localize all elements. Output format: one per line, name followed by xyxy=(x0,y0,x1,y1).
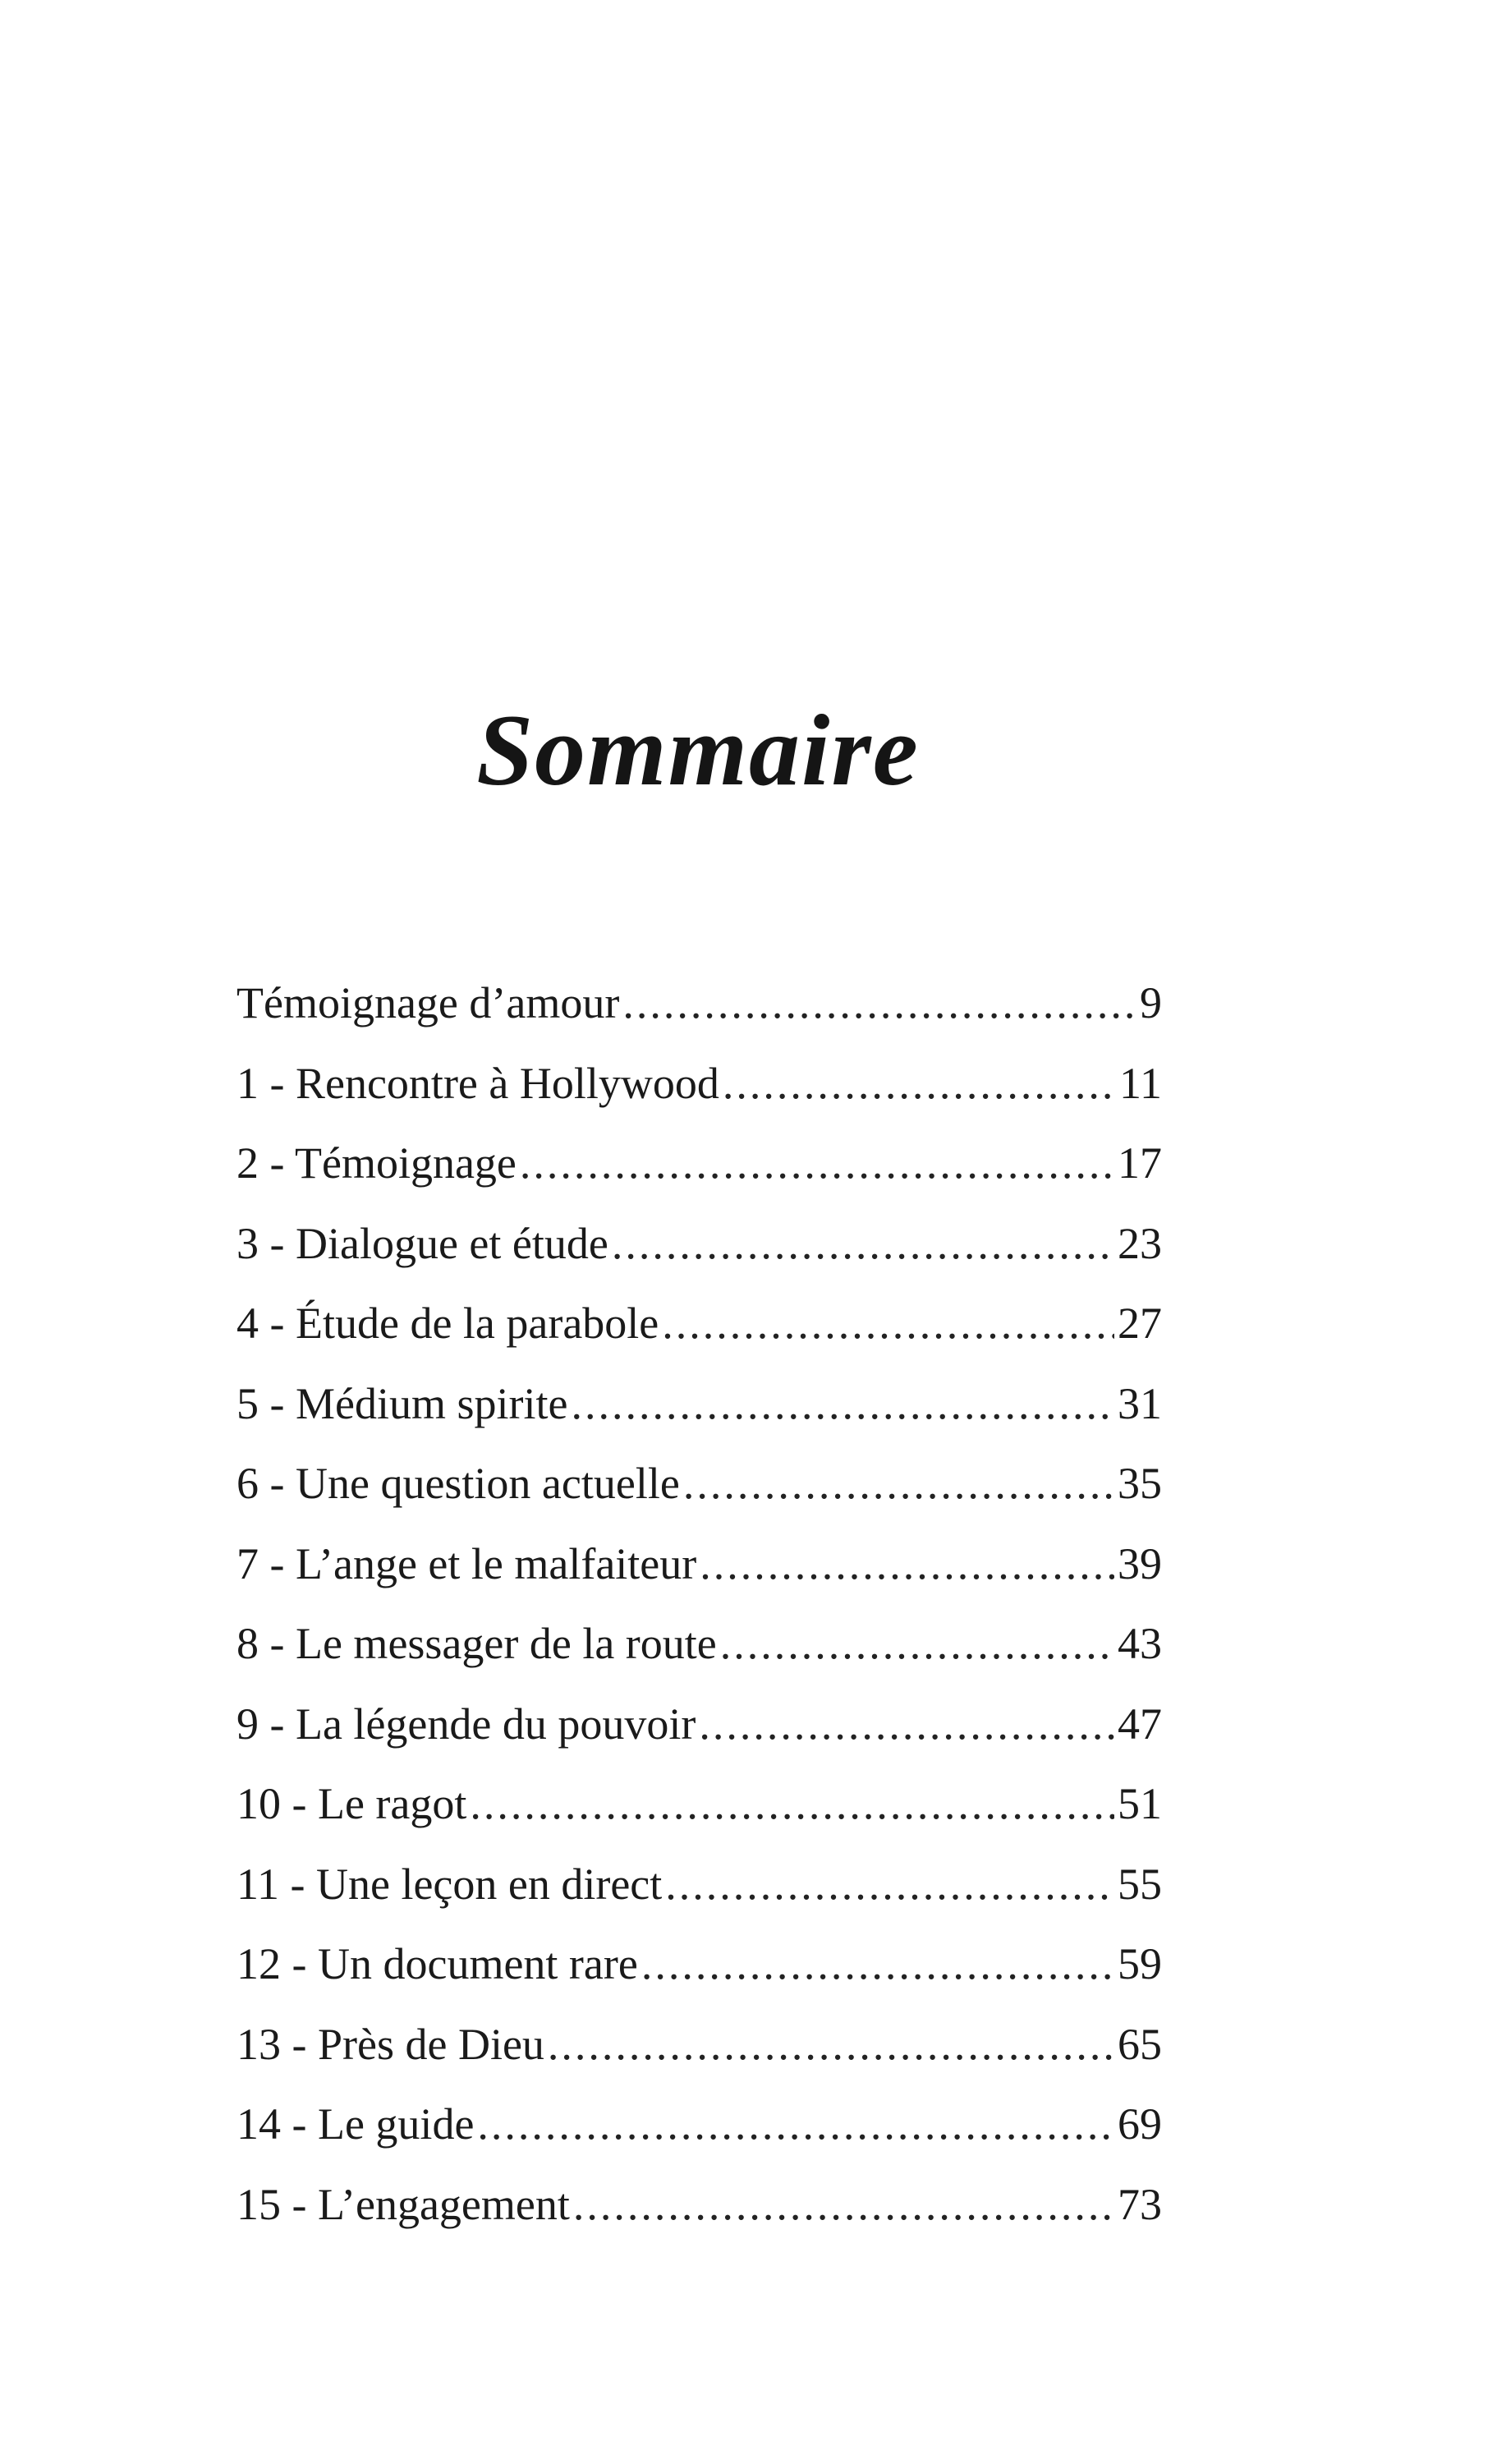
toc-entry xyxy=(236,977,1162,1058)
dot-leader xyxy=(662,1298,1114,1349)
toc-entry-label: 13 - Près de Dieu xyxy=(236,2019,544,2069)
toc-entry-page: 35 xyxy=(1118,1459,1162,1508)
toc-entry xyxy=(236,1859,1162,1939)
dot-leader xyxy=(477,2099,1114,2149)
dot-leader xyxy=(571,1378,1114,1429)
toc-entry-label: 4 - Étude de la parabole xyxy=(236,1299,659,1348)
toc-entry-label: 15 - L’engagement xyxy=(236,2179,570,2229)
toc-entry-label: Témoignage d’amour xyxy=(236,978,620,1027)
toc-entry-label: 14 - Le guide xyxy=(236,2099,475,2149)
dot-leader xyxy=(720,1618,1114,1669)
page-title: Sommaire xyxy=(476,694,920,807)
toc-entry-page: 51 xyxy=(1118,1779,1162,1828)
toc-entry-label: 3 - Dialogue et étude xyxy=(236,1218,608,1268)
dot-leader xyxy=(700,1538,1114,1589)
toc-entry-page: 31 xyxy=(1118,1378,1162,1428)
toc-entry-label: 6 - Une question actuelle xyxy=(236,1459,680,1508)
toc-entry xyxy=(236,2019,1162,2099)
toc-entry-label: 12 - Un document rare xyxy=(236,1939,638,1988)
toc-entry-label: 8 - Le messager de la route xyxy=(236,1619,717,1668)
toc-entry-page: 27 xyxy=(1118,1299,1162,1348)
toc-entry xyxy=(236,1458,1162,1538)
dot-leader xyxy=(612,1218,1114,1269)
dot-leader xyxy=(573,2179,1114,2230)
dot-leader xyxy=(723,1058,1116,1109)
dot-leader xyxy=(683,1458,1114,1509)
toc-entry-page: 65 xyxy=(1118,2019,1162,2069)
dot-leader xyxy=(470,1778,1114,1829)
toc-entry xyxy=(236,1378,1162,1459)
toc-entry xyxy=(236,1938,1162,2019)
toc-entry-page: 39 xyxy=(1118,1538,1162,1588)
dot-leader xyxy=(665,1859,1114,1910)
toc-entry-page: 43 xyxy=(1118,1619,1162,1668)
toc-entry-label: 9 - La légende du pouvoir xyxy=(236,1699,696,1749)
toc-entry xyxy=(236,1058,1162,1138)
toc-entry-page: 55 xyxy=(1118,1859,1162,1909)
toc-entry xyxy=(236,1218,1162,1299)
toc-entry-page: 9 xyxy=(1140,978,1162,1027)
toc-entry-page: 11 xyxy=(1119,1058,1162,1108)
toc-entry-page: 47 xyxy=(1118,1699,1162,1749)
toc-entry-page: 69 xyxy=(1118,2099,1162,2149)
toc-entry xyxy=(236,2179,1162,2259)
dot-leader xyxy=(699,1699,1114,1749)
toc-entry-page: 73 xyxy=(1118,2179,1162,2229)
toc-entry xyxy=(236,1618,1162,1699)
toc-entry-page: 23 xyxy=(1118,1218,1162,1268)
toc-entry xyxy=(236,1138,1162,1218)
toc-entry-label: 2 - Témoignage xyxy=(236,1138,517,1188)
toc-entry-page: 17 xyxy=(1118,1138,1162,1188)
toc-entry xyxy=(236,1778,1162,1859)
dot-leader xyxy=(548,2019,1114,2070)
toc-entry-label: 10 - Le ragot xyxy=(236,1779,467,1828)
toc-entry-label: 7 - L’ange et le malfaiteur xyxy=(236,1538,697,1588)
toc-entry-label: 1 - Rencontre à Hollywood xyxy=(236,1058,719,1108)
toc-entry-label: 5 - Médium spirite xyxy=(236,1378,568,1428)
dot-leader xyxy=(520,1138,1114,1188)
toc-entry-label: 11 - Une leçon en direct xyxy=(236,1859,663,1909)
dot-leader xyxy=(641,1938,1114,1989)
toc-entry-page: 59 xyxy=(1118,1939,1162,1988)
toc-entry xyxy=(236,1298,1162,1378)
toc-entry xyxy=(236,1699,1162,1779)
toc-entry xyxy=(236,2099,1162,2179)
table-of-contents xyxy=(236,977,1162,2259)
dot-leader xyxy=(622,977,1136,1028)
toc-entry xyxy=(236,1538,1162,1619)
